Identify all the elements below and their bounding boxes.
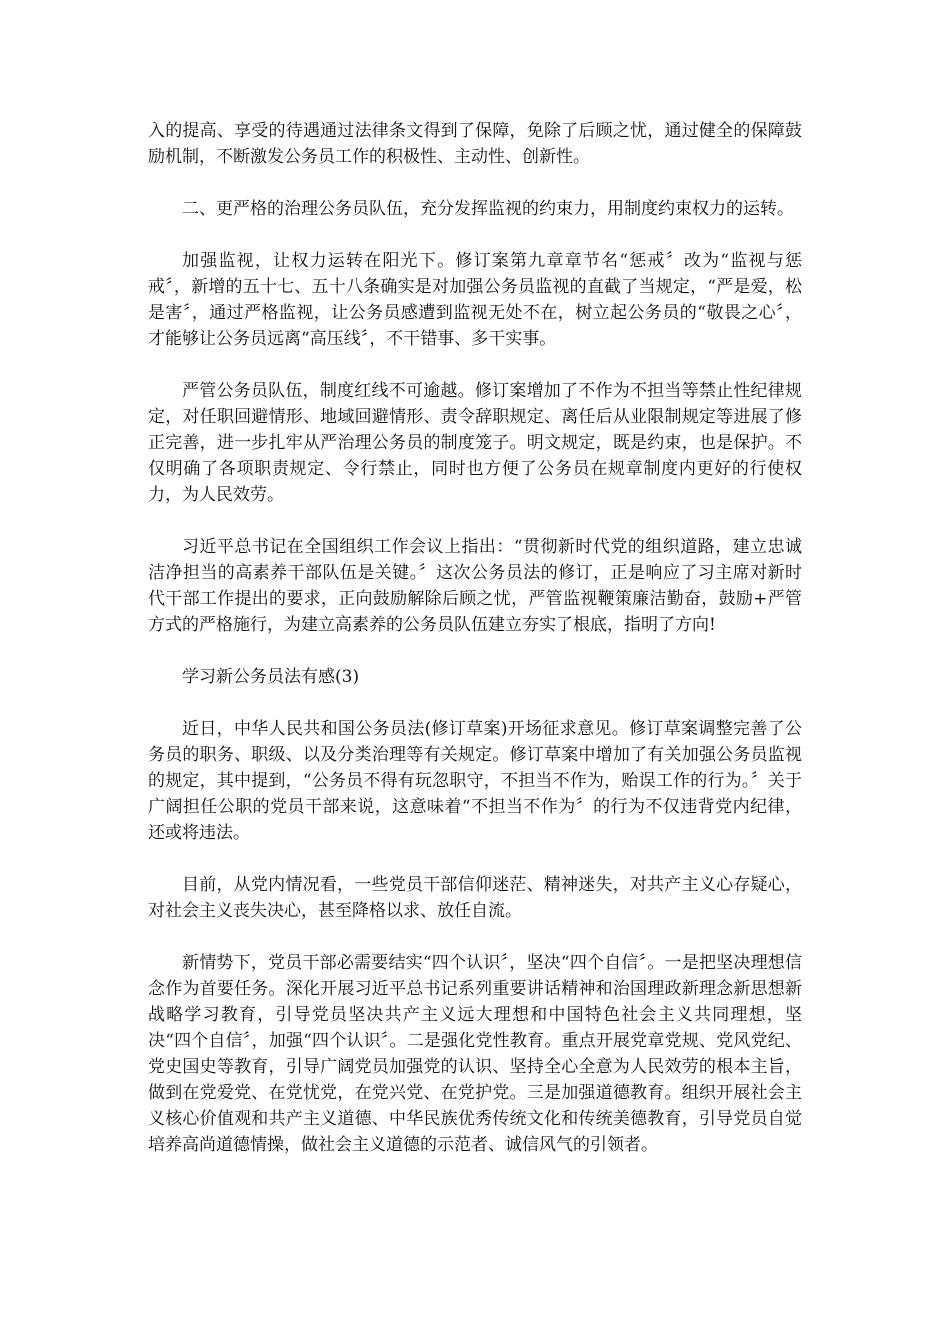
paragraph-4: 严管公务员队伍，制度红线不可逾越。修订案增加了不作为不担当等禁止性纪律规定，对任职回避情形、地域回避情形、责令辞职规定、离任后从业限制规定等进展了修正完善，进一步扎牢从严治理公务员的制度笼子。明文规定，既是约束，也是保护。不仅明确了各项职责规定、令行禁止，同时也方便了公务员在规章制度内更好的行使权力，为人民效劳。 bbox=[148, 381, 802, 505]
section-heading: 学习新公务员法有感(3) bbox=[182, 667, 360, 687]
paragraph-5: 习近平总书记在全国组织工作会议上指出：“贯彻新时代党的组织道路，建立忠诚洁净担当的高素养干部队伍是关键。〞这次公务员法的修订，正是响应了习主席对新时代干部工作提出的要求，正向鼓励解除后顾之忧，严管监视鞭策廉洁勤奋，鼓励+严管方式的严格施行，为建立高素养的公务员队伍建立夯实了根底，指明了方向! bbox=[148, 537, 802, 635]
paragraph-3: 加强监视，让权力运转在阳光下。修订案第九章章节名“惩戒〞改为“监视与惩戒〞，新增的五十七、五十八条确实是对加强公务员监视的直截了当规定，“严是爱，松是害〞，通过严格监视，让公务员感遭到监视无处不在，树立起公务员的“敬畏之心〞，才能够让公务员远离“高压线〞，不干错事、多干实事。 bbox=[148, 251, 802, 349]
paragraph-7: 近日，中华人民共和国公务员法(修订草案)开场征求意见。修订草案调整完善了公务员的职务、职级、以及分类治理等有关规定。修订草案中增加了有关加强公务员监视的规定，其中提到，“公务员不得有玩忽职守，不担当不作为，贻误工作的行为。〞关于广阔担任公职的党员干部来说，这意味着“不担当不作为〞的行为不仅违背党内纪律，还或将违法。 bbox=[148, 719, 802, 843]
paragraph-2: 二、更严格的治理公务员队伍，充分发挥监视的约束力，用制度约束权力的运转。 bbox=[182, 199, 794, 219]
document-page bbox=[148, 118, 802, 1184]
paragraph-1: 入的提高、享受的待遇通过法律条文得到了保障，免除了后顾之忧，通过健全的保障鼓励机制，不断激发公务员工作的积极性、主动性、创新性。 bbox=[148, 121, 802, 167]
paragraph-8: 目前，从党内情况看，一些党员干部信仰迷茫、精神迷失，对共产主义心存疑心，对社会主义丧失决心，甚至降格以求、放任自流。 bbox=[148, 875, 802, 921]
paragraph-9: 新情势下，党员干部必需要结实“四个认识〞，坚决“四个自信〞。一是把坚决理想信念作为首要任务。深化开展习近平总书记系列重要讲话精神和治国理政新理念新思想新战略学习教育，引导党员坚决共产主义远大理想和中国特色社会主义共同理想，坚决“四个自信〞，加强“四个认识〞。二是强化党性教育。重点开展党章党规、党风党纪、党史国史等教育，引导广阔党员加强党的认识、坚持全心全意为人民效劳的根本主旨，做到在党爱党、在党忧党，在党兴党、在党护党。三是加强道德教育。组织开展社会主义核心价值观和共产主义道德、中华民族优秀传统文化和传统美德教育，引导党员自觉培养高尚道德情操，做社会主义道德的示范者、诚信风气的引领者。 bbox=[148, 953, 802, 1155]
